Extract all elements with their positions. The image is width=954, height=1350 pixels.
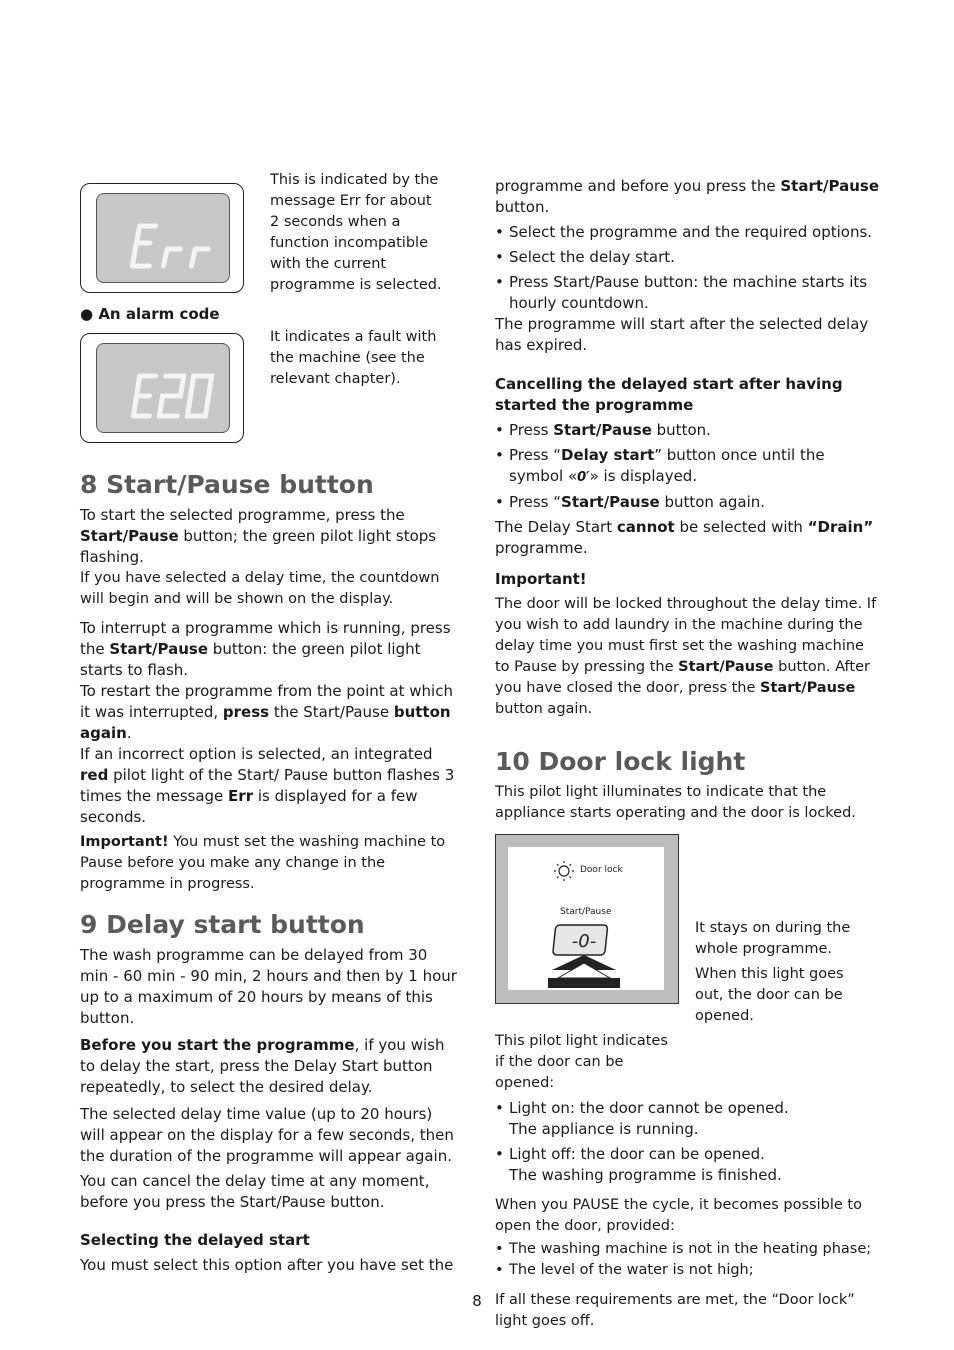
list-item [495,1144,880,1186]
s8-p6-bold: Important! [80,834,169,850]
s8-p4-text: To restart the programme from the point at which it was interrupted, [80,682,453,721]
right-column [495,176,880,1332]
s9-p2-text: , if you wish to delay the start, press the Delay Start button repeatedly, to select the desired delay. [80,1036,445,1096]
drain-paragraph [495,517,880,559]
cancel-delayed-start-heading: Cancelling the delayed start after having started the programme [495,375,843,414]
list-item: • Select the programme and the required options. [495,222,880,243]
page-number: 8 [472,1292,482,1310]
s8-p1-text-end: button; the green pilot light stops flashing. [80,527,437,566]
err-display-screen [96,193,230,283]
s8-p5-text-mid: pilot light of the Start/ Pause button flashes 3 times the message [80,766,455,805]
imp-text-mid: button. After you have closed the door, press the [495,659,870,696]
e20-display-screen [96,343,230,433]
s9-paragraph-1: The wash programme can be delayed from 30 min - 60 min - 90 min, 2 hours and then by 1 hour up to a maximum of 20 hours by means of this button. [80,946,457,1027]
err-description-text: This is indicated by the message Err for about 2 seconds when a function incompatible with the current programme is selected. [270,172,442,293]
cancel-1-text: Press [509,421,554,439]
list-item [495,420,880,441]
delay-symbol-icon: 0′ [577,470,590,485]
imp-text: The door will be locked throughout the delay time. If you wish to add laundry in the machine during the delay time you must first set the washing machine to Pause by pressing the [495,596,877,675]
cancel-3-bold: Start/Pause [561,493,660,511]
err-description [270,170,445,296]
cont-text: programme and before you press the [495,177,781,195]
cancel-1-text-end: button. [651,421,711,439]
s10-paragraph-4: If all these requirements are met, the “Door lock” light goes off. [495,1292,855,1329]
cancel-1-bold: Start/Pause [553,421,652,439]
delay-steps-list [495,222,880,314]
continued-paragraph [495,176,880,218]
door-lock-figure-row [495,834,880,1027]
s8-paragraph-3 [80,618,460,681]
s8-paragraph-1 [80,505,460,568]
s8-p6-text: You must set the washing machine to Pause before you make any change in the programme in progress. [80,834,446,892]
s8-p5-bold: red [80,766,109,784]
s8-p4-text-mid: the Start/Pause [269,703,394,721]
e20-display-glyphs [97,344,231,434]
e20-display-row [80,329,460,443]
drain-bold-2: “Drain” [807,518,874,536]
alarm-code-heading: ● An alarm code [80,305,220,323]
cont-text-end: button. [495,198,550,216]
err-display-glyphs [97,194,231,284]
list-item: • The washing machine is not in the heating phase; [495,1239,880,1260]
section-9-title: 9 Delay start button [80,910,365,939]
s9-p2-bold: Before you start the programme [80,1036,355,1054]
s10-paragraph-3: When you PAUSE the cycle, it becomes possible to open the door, provided: [495,1197,862,1234]
door-state-1: Light on: the door cannot be opened. [509,1099,789,1117]
s8-p4-text-end: . [126,724,132,742]
s8-paragraph-6 [80,832,460,895]
cancel-2-bold: Delay start [561,446,655,464]
door-lock-side-text [695,918,875,1027]
s9-paragraph-4: You can cancel the delay time at any moment, before you press the Start/Pause button. [80,1172,430,1211]
s8-p5-text-end: is displayed for a few seconds. [80,787,418,826]
drain-text-mid: be selected with [674,518,808,536]
s9-paragraph-5: You must select this option after you have set the [80,1256,454,1274]
s9-paragraph-3: The selected delay time value (up to 20 hours) will appear on the display for a few seconds, then the duration of the programme will appear again. [80,1105,454,1165]
selecting-delayed-start-heading: Selecting the delayed start [80,1231,310,1249]
door-lock-label: Door lock [580,865,623,875]
list-item: • Select the delay start. [495,247,880,268]
door-lock-panel [495,834,679,1004]
s9-paragraph-2 [80,1035,460,1098]
drain-bold: cannot [616,518,675,536]
s8-p4-bold-2: button again [80,703,451,742]
imp-text-end: button again. [495,701,593,717]
err-display-frame [80,183,244,293]
cancel-3-text: Press “ [509,493,562,511]
s8-p1-bold: Start/Pause [80,527,179,545]
s8-p5-bold-2: Err [228,787,254,805]
door-state-2-detail: The washing programme is finished. [509,1166,782,1184]
s8-paragraph-2: If you have selected a delay time, the countdown will begin and will be shown on the display. [80,570,440,607]
list-item [495,445,880,488]
cancel-2-text: Press “ [509,446,562,464]
list-item [495,1098,880,1140]
s8-p5-text: If an incorrect option is selected, an integrated [80,745,433,763]
e20-description [270,327,445,390]
left-column [80,172,460,1276]
section-8-title: 8 Start/Pause button [80,470,374,499]
drain-text: The Delay Start [495,518,617,536]
door-lock-panel-inner [508,847,664,990]
pause-conditions-list [495,1239,880,1281]
s8-p3-bold: Start/Pause [109,640,209,658]
side-text-2: When this light goes out, the door can be opened. [695,966,844,1024]
err-display-row [80,172,460,296]
important-heading: Important! [495,570,587,588]
start-pause-label: Start/Pause [560,907,612,917]
s10-paragraph-2: This pilot light indicates if the door can be opened: [495,1033,668,1091]
list-item: • The level of the water is not high; [495,1260,880,1281]
s8-p3-text: To interrupt a programme which is running, press the [80,619,451,658]
list-item: • Press Start/Pause button: the machine starts its hourly countdown. [495,272,880,314]
cancel-2-text-end: » is displayed. [589,467,698,485]
side-text-1: It stays on during the whole programme. [695,920,851,957]
imp-bold-2: Start/Pause [760,680,856,696]
imp-bold: Start/Pause [678,659,774,675]
cont-bold: Start/Pause [780,177,880,195]
s8-p3-text-end: button: the green pilot light starts to flash. [80,640,421,679]
start-pause-button-icon [548,925,620,988]
cancel-3-text-end: button again. [659,493,766,511]
e20-display-frame [80,333,244,443]
s8-p4-bold: press [222,703,270,721]
important-paragraph [495,594,880,720]
door-lock-light-icon [554,861,574,881]
s10-paragraph-1: This pilot light illuminates to indicate that the appliance starts operating and the door is locked. [495,784,856,821]
svg-text:-0-: -0- [571,931,597,952]
delay-expired-paragraph: The programme will start after the selected delay has expired. [495,315,869,354]
s8-p1-text: To start the selected programme, press the [80,506,405,524]
door-state-2: Light off: the door can be opened. [509,1145,765,1163]
s8-paragraph-4 [80,681,460,744]
alarm-code-label: An alarm code [98,305,220,323]
s8-paragraph-5 [80,744,460,828]
door-state-list [495,1098,880,1186]
drain-text-end: programme. [495,539,588,557]
cancel-2-text-mid: ” button once until the symbol « [509,446,825,485]
section-10-title: 10 Door lock light [495,747,746,776]
e20-description-text: It indicates a fault with the machine (see the relevant chapter). [270,329,437,387]
cancel-steps-list [495,420,880,513]
door-state-1-detail: The appliance is running. [509,1120,699,1138]
list-item [495,492,880,513]
